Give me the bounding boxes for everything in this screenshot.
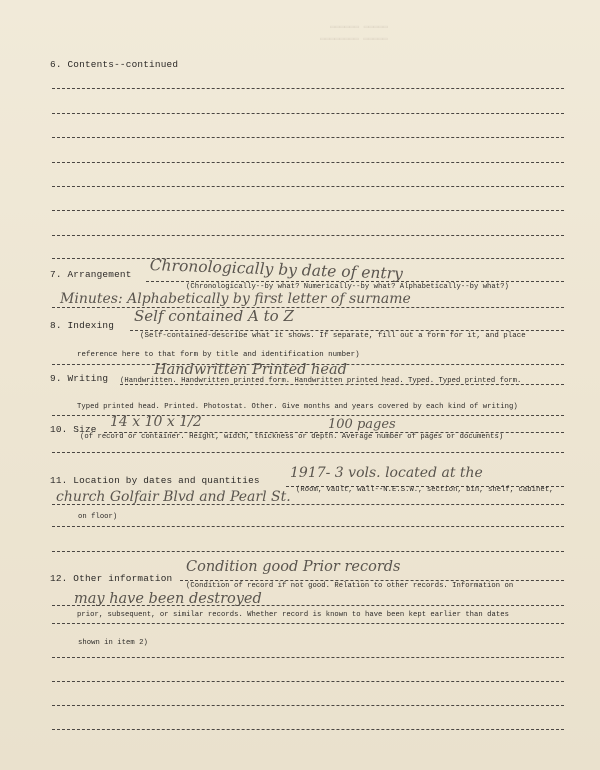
other-info-handwriting: Condition good Prior records: [186, 559, 401, 575]
indexing-instructions: (Self-contained-describe what it shows. If separate, fill out a form for it, and place: [140, 332, 526, 340]
blank-line: [52, 551, 564, 552]
blank-line: [52, 657, 564, 658]
blank-line: [52, 186, 564, 187]
blank-line: [52, 88, 564, 89]
blank-line: [52, 705, 564, 706]
blank-line: [52, 162, 564, 163]
bleed-through-text: ▭▭▭▭▭▭ ▭▭▭▭▭: [330, 23, 388, 32]
other-info-instructions-2: prior, subsequent, or similar records. Whether record is known to have been kept earlier than dates: [77, 611, 509, 619]
indexing-label: 8. Indexing: [50, 320, 115, 331]
location-handwriting: 1917- 3 vols. located at the: [290, 465, 483, 481]
arrangement-instructions: (Chronologically--by what? Numerically--by what? Alphabetically--by what?): [186, 283, 509, 291]
fill-line: [180, 580, 564, 581]
writing-instructions-2: Typed printed head. Printed. Photostat. Other. Give months and years covered by each kind of writing): [77, 403, 518, 411]
writing-label: 9. Writing: [50, 373, 109, 384]
indexing-handwriting: Self contained A to Z: [134, 307, 294, 325]
blank-line: [52, 452, 564, 453]
other-information-label: 12. Other information: [50, 573, 173, 584]
contents-continued-label: 6. Contents--continued: [50, 59, 179, 70]
location-handwriting-2: church Golfair Blvd and Pearl St.: [56, 489, 291, 505]
arrangement-handwriting-2: Minutes: Alphabetically by first letter of surname: [60, 291, 411, 307]
arrangement-handwriting: Chronologically by date of entry: [149, 256, 404, 283]
indexing-instructions-2: reference here to that form by title and identification number): [77, 351, 360, 359]
blank-line: [52, 526, 564, 527]
size-handwriting: 14 x 10 x 1/2: [110, 414, 202, 430]
other-info-handwriting-2: may have been destroyed: [74, 591, 262, 607]
location-instructions: (Room, vault, wall--N.E.S.W., section, bin, shelf, cabinet,: [296, 486, 554, 494]
bleed-through-text: ▭▭▭▭▭▭▭▭ ▭▭▭▭▭: [320, 35, 388, 44]
size-pages-handwriting: 100 pages: [328, 417, 396, 432]
size-instructions: (of record or container. Height, width, thickness or depth. Average number of pages or documents): [80, 433, 504, 441]
writing-instructions: (Handwritten. Handwritten printed form. Handwritten printed head. Typed. Typed printed form.: [120, 377, 522, 385]
size-label: 10. Size: [50, 424, 97, 435]
blank-line: [52, 623, 564, 624]
blank-line: [52, 504, 564, 505]
blank-line: [52, 113, 564, 114]
location-floor-text: on floor): [78, 513, 118, 521]
blank-line: [52, 307, 564, 308]
arrangement-label: 7. Arrangement: [50, 269, 132, 280]
blank-line: [52, 605, 564, 606]
location-label: 11. Location by dates and quantities: [50, 475, 260, 486]
blank-line: [52, 235, 564, 236]
other-info-instructions: (Condition of record if not good. Relation to other records. Information on: [186, 582, 514, 590]
writing-handwriting: Handwritten Printed head: [154, 362, 347, 378]
blank-line: [52, 729, 564, 730]
fill-line: [130, 330, 564, 331]
blank-line: [52, 258, 564, 259]
other-info-instructions-3: shown in item 2): [78, 639, 148, 647]
fill-line: [146, 281, 564, 282]
blank-line: [52, 210, 564, 211]
blank-line: [52, 681, 564, 682]
blank-line: [52, 137, 564, 138]
